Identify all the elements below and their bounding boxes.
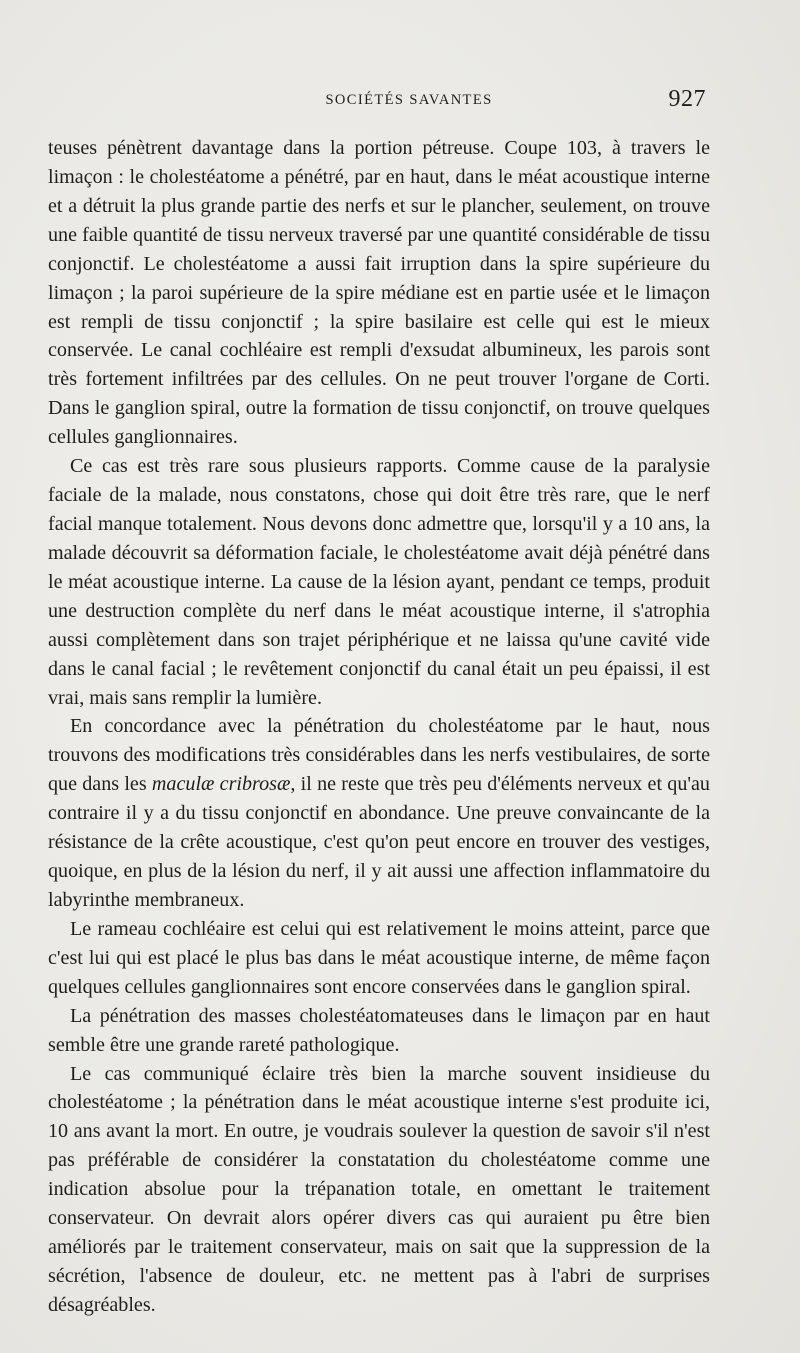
page-header [48,86,710,116]
paragraph-3 [48,712,710,914]
paragraph-5: La pénétration des masses cholestéatomateuses dans le limaçon par en haut semble être une grande rareté pathologique. [48,1004,710,1056]
paragraph-3-text-after: , il ne reste que très peu d'éléments nerveux et qu'au contraire il y a du tissu conjonctif en abondance. Une preuve convaincante de la résistance de la crête acoustique, c'est qu'on peut encore en trouver des vestiges, quoique, en plus de la lésion du nerf, il y ait aussi une affection inflammatoire du labyrinthe membraneux. [48,773,710,911]
page-number: 927 [668,86,706,112]
paragraph-6: Le cas communiqué éclaire très bien la marche souvent insidieuse du cholestéatome ; la pénétration dans le méat acoustique interne s'est produite ici, 10 ans avant la mort. En outre, je voudrais soulever la question de savoir s'il n'est pas préférable de considérer la constatation du cholestéatome comme une indication absolue pour la trépanation totale, en omettant le traitement conservateur. On devrait alors opérer divers cas qui auraient pu être bien améliorés par le traitement conservateur, mais on sait que la suppression de la sécrétion, l'absence de douleur, etc. ne mettent pas à l'abri de surprises désagréables. [48,1062,710,1316]
paragraph-2: Ce cas est très rare sous plusieurs rapports. Comme cause de la paralysie faciale de la malade, nous constatons, chose qui doit être très rare, que le nerf facial manque totalement. Nous devons donc admettre que, lorsqu'il y a 10 ans, la malade découvrit sa déformation faciale, le cholestéatome avait déjà pénétré dans le méat acoustique interne. La cause de la lésion ayant, pendant ce temps, produit une destruction complète du nerf dans le méat acoustique interne, il s'atrophia aussi complètement dans son trajet périphérique et ne laissa qu'une cavité vide dans le canal facial ; le revêtement conjonctif du canal était un peu épaissi, il est vrai, mais sans remplir la lumière. [48,455,710,709]
paragraph-1: teuses pénètrent davantage dans la portion pétreuse. Coupe 103, à travers le limaçon : le cholestéatome a pénétré, par en haut, dans le méat acoustique interne et a détruit la plus grande partie des nerfs et sur le plancher, seulement, on trouve une faible quantité de tissu nerveux traversé par une quantité considérable de tissu conjonctif. Le cholestéatome a aussi fait irruption dans la spire supérieure du limaçon ; la paroi supérieure de la spire médiane est en partie usée et le limaçon est rempli de tissu conjonctif ; la spire basilaire est celle qui est le mieux conservée. Le canal cochléaire est rempli d'exsudat albumineux, les parois sont très fortement infiltrées par des cellules. On ne peut trouver l'organe de Corti. Dans le ganglion spiral, outre la formation de tissu conjonctif, on trouve quelques cellules ganglionnaires. [48,137,710,449]
paragraph-4: Le rameau cochléaire est celui qui est relativement le moins atteint, parce que c'est lui qui est placé le plus bas dans le méat acoustique interne, de même façon quelques cellules ganglionnaires sont encore conservées dans le ganglion spiral. [48,917,710,998]
paragraph-3-text-before: En concordance avec la pénétration du cholestéatome par le haut, nous trouvons des modifications très considérables dans les nerfs vestibulaires, de sorte que dans les [48,715,710,796]
running-head: SOCIÉTÉS SAVANTES [325,92,493,108]
paragraph-3-italic-term: maculæ cribrosæ [151,773,291,796]
body-text [48,134,710,1320]
